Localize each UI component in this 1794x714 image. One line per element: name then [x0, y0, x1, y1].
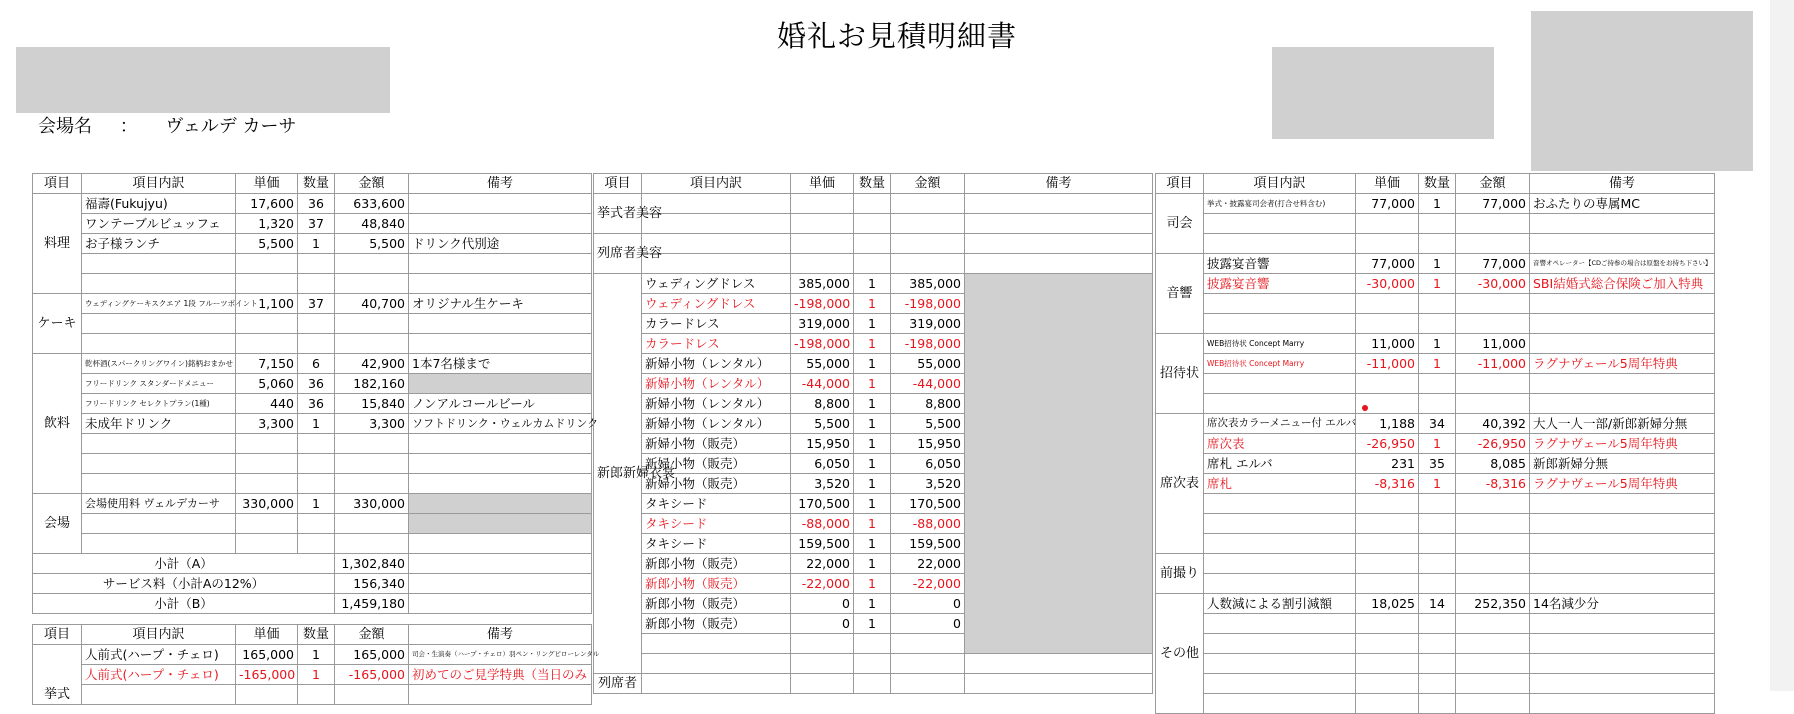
unit-cell: 5,500: [236, 234, 298, 254]
qty-cell: 1: [298, 665, 335, 685]
service-label: サービス料（小計Aの12%）: [33, 574, 335, 594]
amount-cell: 8,800: [891, 394, 965, 414]
subtotal-a-label: 小計（A）: [33, 554, 335, 574]
table-row: [33, 494, 592, 514]
table-row: [1156, 434, 1715, 454]
qty-cell: 14: [1419, 594, 1456, 614]
qty-cell: 1: [1419, 274, 1456, 294]
qty-cell: 36: [298, 194, 335, 214]
note-cell: 初めてのご見学特典（当日のみ: [409, 665, 592, 685]
detail-cell: タキシード: [642, 494, 791, 514]
unit-cell: -44,000: [791, 374, 854, 394]
amount-cell: 42,900: [335, 354, 409, 374]
amount-cell: 165,000: [335, 645, 409, 665]
unit-cell: -198,000: [791, 334, 854, 354]
header-item: 項目: [1156, 174, 1204, 194]
empty-row: [1156, 674, 1715, 694]
redacted-note-block: [965, 274, 1153, 654]
note-cell: [409, 214, 592, 234]
table-row: [33, 294, 592, 314]
detail-cell: ウェディングドレス: [642, 294, 791, 314]
category-invitation: 招待状: [1156, 334, 1204, 414]
detail-cell: 新婦小物（レンタル）: [642, 414, 791, 434]
note-cell: 司会・生演奏（ハープ・チェロ）羽ペン・リングピローレンタル: [409, 645, 592, 665]
venue-separator: ：: [119, 116, 138, 137]
qty-cell: 1: [854, 474, 891, 494]
category-pre-shoot: 前撮り: [1156, 554, 1204, 594]
header-note: 備考: [409, 625, 592, 645]
detail-cell: 乾杯酒(スパークリングワイン)銘柄おまかせ: [82, 354, 236, 374]
category-ceremony: 挙式: [33, 645, 82, 705]
empty-row: [33, 274, 592, 294]
amount-cell: 77,000: [1456, 194, 1530, 214]
unit-cell: 77,000: [1356, 194, 1419, 214]
unit-cell: 22,000: [791, 554, 854, 574]
unit-cell: 5,500: [791, 414, 854, 434]
note-cell: 大人一人一部/新郎新婦分無: [1530, 414, 1715, 434]
amount-cell: -165,000: [335, 665, 409, 685]
unit-cell: 77,000: [1356, 254, 1419, 274]
unit-cell: -22,000: [791, 574, 854, 594]
amount-cell: -8,316: [1456, 474, 1530, 494]
detail-cell: フリードリンク スタンダードメニュー: [82, 374, 236, 394]
unit-cell: 7,150: [236, 354, 298, 374]
detail-cell: WEB招待状 Concept Marry: [1204, 354, 1356, 374]
unit-cell: -165,000: [236, 665, 298, 685]
header-item: 項目: [33, 174, 82, 194]
qty-cell: 1: [1419, 434, 1456, 454]
note-cell: 1本7名様まで: [409, 354, 592, 374]
empty-row: [594, 654, 1153, 674]
unit-cell: 440: [236, 394, 298, 414]
table-row: [1156, 414, 1715, 434]
detail-cell: 席札 エルバ: [1204, 454, 1356, 474]
qty-cell: 37: [298, 294, 335, 314]
header-qty: 数量: [298, 625, 335, 645]
table-row: [1156, 254, 1715, 274]
category-mc: 司会: [1156, 194, 1204, 254]
ceremony-table: [32, 624, 600, 705]
detail-cell: 新婦小物（レンタル）: [642, 394, 791, 414]
header-amount: 金額: [335, 174, 409, 194]
detail-cell: 新郎小物（販売）: [642, 594, 791, 614]
amount-cell: 0: [891, 614, 965, 634]
amount-cell: 6,050: [891, 454, 965, 474]
empty-row: [1156, 494, 1715, 514]
note-cell: [1530, 334, 1715, 354]
detail-cell: 挙式・披露宴司会者(打合せ料含む): [1204, 194, 1356, 214]
table-row: [1156, 454, 1715, 474]
middle-estimate-table: [593, 173, 1153, 694]
detail-cell: 未成年ドリンク: [82, 414, 236, 434]
header-note: 備考: [1530, 174, 1715, 194]
amount-cell: -11,000: [1456, 354, 1530, 374]
table-row: [33, 354, 592, 374]
empty-row: [1156, 234, 1715, 254]
amount-cell: -44,000: [891, 374, 965, 394]
table-row: [33, 394, 592, 414]
unit-cell: 319,000: [791, 314, 854, 334]
unit-cell: 15,950: [791, 434, 854, 454]
document-title: 婚礼お見積明細書: [776, 19, 1017, 53]
unit-cell: 0: [791, 594, 854, 614]
table-row: [33, 665, 592, 685]
detail-cell: 新婦小物（販売）: [642, 434, 791, 454]
detail-cell: タキシード: [642, 514, 791, 534]
header-detail: 項目内訳: [1204, 174, 1356, 194]
empty-row: [1156, 374, 1715, 394]
qty-cell: 1: [854, 374, 891, 394]
note-cell: [409, 194, 592, 214]
amount-cell: -198,000: [891, 334, 965, 354]
empty-row: [33, 334, 592, 354]
amount-cell: 55,000: [891, 354, 965, 374]
unit-cell: 17,600: [236, 194, 298, 214]
unit-cell: -11,000: [1356, 354, 1419, 374]
table-row: [33, 194, 592, 214]
note-cell: ノンアルコールビール: [409, 394, 592, 414]
qty-cell: 1: [854, 414, 891, 434]
amount-cell: 40,392: [1456, 414, 1530, 434]
table-row: [594, 674, 1153, 694]
empty-row: [1156, 294, 1715, 314]
amount-cell: 3,520: [891, 474, 965, 494]
empty-row: [594, 234, 1153, 254]
qty-cell: 1: [1419, 474, 1456, 494]
header-unit: 単価: [1356, 174, 1419, 194]
header-note: 備考: [965, 174, 1153, 194]
header-detail: 項目内訳: [82, 625, 236, 645]
empty-row: [33, 314, 592, 334]
detail-cell: 会場使用料 ヴェルデカーサ: [82, 494, 236, 514]
unit-cell: 159,500: [791, 534, 854, 554]
empty-row: [1156, 554, 1715, 574]
service-row: [33, 574, 592, 594]
header-amount: 金額: [891, 174, 965, 194]
service-amount: 156,340: [335, 574, 409, 594]
qty-cell: 1: [854, 594, 891, 614]
amount-cell: 15,950: [891, 434, 965, 454]
unit-cell: 1,188: [1356, 414, 1419, 434]
category-venue: 会場: [33, 494, 82, 554]
unit-cell: 231: [1356, 454, 1419, 474]
qty-cell: 1: [854, 614, 891, 634]
qty-cell: 1: [1419, 354, 1456, 374]
note-cell: ソフトドリンク・ウェルカムドリンク: [409, 414, 592, 434]
amount-cell: 15,840: [335, 394, 409, 414]
header-item: 項目: [33, 625, 82, 645]
empty-row: [1156, 574, 1715, 594]
detail-cell: 新婦小物（レンタル）: [642, 374, 791, 394]
empty-row: [1156, 314, 1715, 334]
header-row: [1156, 174, 1715, 194]
redacted-block-right: [1272, 47, 1494, 139]
note-cell: ラグナヴェール5周年特典: [1530, 354, 1715, 374]
unit-cell: -8,316: [1356, 474, 1419, 494]
header-item: 項目: [594, 174, 642, 194]
header-unit: 単価: [236, 625, 298, 645]
table-row: [33, 234, 592, 254]
category-cake: ケーキ: [33, 294, 82, 354]
detail-cell: フリードリンク セレクトプラン(1種): [82, 394, 236, 414]
empty-row: [1156, 654, 1715, 674]
unit-cell: 1,320: [236, 214, 298, 234]
empty-row: [1156, 694, 1715, 714]
empty-row: [33, 434, 592, 454]
category-sound: 音響: [1156, 254, 1204, 334]
empty-row: [33, 685, 592, 705]
amount-cell: 5,500: [335, 234, 409, 254]
note-cell: 14名減少分: [1530, 594, 1715, 614]
empty-row: [1156, 514, 1715, 534]
qty-cell: 1: [854, 274, 891, 294]
amount-cell: -22,000: [891, 574, 965, 594]
detail-cell: 福壽(Fukujyu): [82, 194, 236, 214]
note-cell: ラグナヴェール5周年特典: [1530, 434, 1715, 454]
amount-cell: 633,600: [335, 194, 409, 214]
detail-cell: タキシード: [642, 534, 791, 554]
detail-cell: 人数減による割引減額: [1204, 594, 1356, 614]
header-qty: 数量: [1419, 174, 1456, 194]
amount-cell: 330,000: [335, 494, 409, 514]
detail-cell: 人前式(ハープ・チェロ): [82, 665, 236, 685]
category-cuisine: 料理: [33, 194, 82, 294]
subtotal-a-row: [33, 554, 592, 574]
unit-cell: 8,800: [791, 394, 854, 414]
table-row: [33, 414, 592, 434]
qty-cell: 1: [298, 414, 335, 434]
unit-cell: 18,025: [1356, 594, 1419, 614]
empty-row: [1156, 534, 1715, 554]
empty-row: [33, 454, 592, 474]
unit-cell: 6,050: [791, 454, 854, 474]
qty-cell: 1: [854, 514, 891, 534]
detail-cell: 席次表: [1204, 434, 1356, 454]
qty-cell: 1: [298, 494, 335, 514]
qty-cell: 1: [854, 294, 891, 314]
note-cell: ドリンク代別途: [409, 234, 592, 254]
header-row: [33, 625, 592, 645]
table-row: [1156, 194, 1715, 214]
detail-cell: 披露宴音響: [1204, 274, 1356, 294]
note-cell: 音響オペレーター【CDご持参の場合は原盤をお持ち下さい】: [1530, 254, 1715, 274]
category-other: その他: [1156, 594, 1204, 714]
table-row: [1156, 354, 1715, 374]
detail-cell: 新婦小物（レンタル）: [642, 354, 791, 374]
empty-row: [1156, 214, 1715, 234]
subtotal-b-label: 小計（B）: [33, 594, 335, 614]
empty-row: [1156, 634, 1715, 654]
unit-cell: 55,000: [791, 354, 854, 374]
qty-cell: 36: [298, 374, 335, 394]
venue-label: 会場名: [38, 116, 92, 137]
note-cell: 新郎新婦分無: [1530, 454, 1715, 474]
empty-row: [594, 214, 1153, 234]
unit-cell: 170,500: [791, 494, 854, 514]
category-guest-bottom: 列席者: [594, 674, 642, 694]
detail-cell: 新婦小物（販売）: [642, 474, 791, 494]
amount-cell: 8,085: [1456, 454, 1530, 474]
detail-cell: ワンテーブルビュッフェ: [82, 214, 236, 234]
scrollbar-track[interactable]: [1770, 0, 1794, 691]
qty-cell: 1: [854, 554, 891, 574]
amount-cell: -26,950: [1456, 434, 1530, 454]
qty-cell: 1: [854, 314, 891, 334]
table-row: [1156, 474, 1715, 494]
table-row: [1156, 274, 1715, 294]
redacted-note-cell: [409, 374, 592, 394]
qty-cell: 1: [854, 494, 891, 514]
unit-cell: 1,100: [236, 294, 298, 314]
subtotal-a-amount: 1,302,840: [335, 554, 409, 574]
table-row: [33, 374, 592, 394]
note-cell: おふたりの専属MC: [1530, 194, 1715, 214]
header-detail: 項目内訳: [642, 174, 791, 194]
amount-cell: 385,000: [891, 274, 965, 294]
amount-cell: 3,300: [335, 414, 409, 434]
amount-cell: -88,000: [891, 514, 965, 534]
amount-cell: 0: [891, 594, 965, 614]
table-row: [594, 274, 1153, 294]
qty-cell: 37: [298, 214, 335, 234]
qty-cell: 1: [298, 234, 335, 254]
unit-cell: 11,000: [1356, 334, 1419, 354]
unit-cell: -30,000: [1356, 274, 1419, 294]
qty-cell: 1: [854, 534, 891, 554]
amount-cell: 11,000: [1456, 334, 1530, 354]
qty-cell: 1: [1419, 254, 1456, 274]
subtotal-b-amount: 1,459,180: [335, 594, 409, 614]
detail-cell: 新郎小物（販売）: [642, 554, 791, 574]
header-qty: 数量: [298, 174, 335, 194]
subtotal-b-row: [33, 594, 592, 614]
amount-cell: 48,840: [335, 214, 409, 234]
red-marker-dot: [1362, 405, 1368, 411]
header-unit: 単価: [791, 174, 854, 194]
detail-cell: ウェディングケーキスクエア 1段 フルーツポイント: [82, 294, 236, 314]
table-row: [1156, 334, 1715, 354]
note-cell: ラグナヴェール5周年特典: [1530, 474, 1715, 494]
unit-cell: 5,060: [236, 374, 298, 394]
amount-cell: 5,500: [891, 414, 965, 434]
header-unit: 単価: [236, 174, 298, 194]
detail-cell: 人前式(ハープ・チェロ): [82, 645, 236, 665]
qty-cell: 36: [298, 394, 335, 414]
amount-cell: 40,700: [335, 294, 409, 314]
empty-row: [1156, 394, 1715, 414]
unit-cell: 385,000: [791, 274, 854, 294]
detail-cell: 新郎小物（販売）: [642, 574, 791, 594]
qty-cell: 1: [854, 394, 891, 414]
qty-cell: 1: [1419, 194, 1456, 214]
category-guest-beauty: 列席者美容: [594, 234, 642, 274]
empty-row: [33, 514, 592, 534]
note-cell: オリジナル生ケーキ: [409, 294, 592, 314]
unit-cell: -88,000: [791, 514, 854, 534]
amount-cell: 22,000: [891, 554, 965, 574]
venue-name: ヴェルデ カーサ: [165, 116, 297, 137]
header-amount: 金額: [1456, 174, 1530, 194]
unit-cell: 0: [791, 614, 854, 634]
unit-cell: 3,520: [791, 474, 854, 494]
detail-cell: ウェディングドレス: [642, 274, 791, 294]
qty-cell: 1: [854, 454, 891, 474]
category-drink: 飲料: [33, 354, 82, 494]
qty-cell: 1: [1419, 334, 1456, 354]
venue-line: [38, 112, 296, 138]
detail-cell: 新郎小物（販売）: [642, 614, 791, 634]
amount-cell: 182,160: [335, 374, 409, 394]
qty-cell: 6: [298, 354, 335, 374]
header-detail: 項目内訳: [82, 174, 236, 194]
amount-cell: 319,000: [891, 314, 965, 334]
empty-row: [33, 474, 592, 494]
category-costume: 新郎新婦衣裳: [594, 274, 642, 674]
header-row: [594, 174, 1153, 194]
empty-row: [594, 254, 1153, 274]
amount-cell: 159,500: [891, 534, 965, 554]
unit-cell: 165,000: [236, 645, 298, 665]
detail-cell: WEB招待状 Concept Marry: [1204, 334, 1356, 354]
left-estimate-table: [32, 173, 599, 614]
qty-cell: 1: [298, 645, 335, 665]
empty-row: [1156, 614, 1715, 634]
redacted-note-cell: [409, 494, 592, 514]
unit-cell: -26,950: [1356, 434, 1419, 454]
amount-cell: 77,000: [1456, 254, 1530, 274]
category-seating: 席次表: [1156, 414, 1204, 554]
empty-row: [33, 254, 592, 274]
header-amount: 金額: [335, 625, 409, 645]
qty-cell: 1: [854, 574, 891, 594]
amount-cell: -198,000: [891, 294, 965, 314]
detail-cell: カラードレス: [642, 334, 791, 354]
amount-cell: 252,350: [1456, 594, 1530, 614]
unit-cell: 3,300: [236, 414, 298, 434]
detail-cell: 新婦小物（販売）: [642, 454, 791, 474]
category-ceremony-beauty: 挙式者美容: [594, 194, 642, 234]
amount-cell: 170,500: [891, 494, 965, 514]
qty-cell: 35: [1419, 454, 1456, 474]
qty-cell: 1: [854, 434, 891, 454]
redacted-block-left: [16, 47, 390, 113]
header-row: [33, 174, 592, 194]
unit-cell: -198,000: [791, 294, 854, 314]
redacted-logo-block: [1531, 11, 1753, 171]
qty-cell: 1: [854, 334, 891, 354]
unit-cell: 330,000: [236, 494, 298, 514]
detail-cell: 披露宴音響: [1204, 254, 1356, 274]
header-qty: 数量: [854, 174, 891, 194]
detail-cell: カラードレス: [642, 314, 791, 334]
empty-row: [33, 534, 592, 554]
empty-row: [594, 194, 1153, 214]
right-estimate-table: [1155, 173, 1715, 714]
qty-cell: 34: [1419, 414, 1456, 434]
header-note: 備考: [409, 174, 592, 194]
amount-cell: -30,000: [1456, 274, 1530, 294]
table-row: [1156, 594, 1715, 614]
detail-cell: お子様ランチ: [82, 234, 236, 254]
qty-cell: 1: [854, 354, 891, 374]
table-row: [33, 214, 592, 234]
detail-cell: 席次表カラーメニュー付 エルバ: [1204, 414, 1356, 434]
note-cell: SBI結婚式総合保険ご加入特典: [1530, 274, 1715, 294]
table-row: [33, 645, 592, 665]
detail-cell: 席札: [1204, 474, 1356, 494]
